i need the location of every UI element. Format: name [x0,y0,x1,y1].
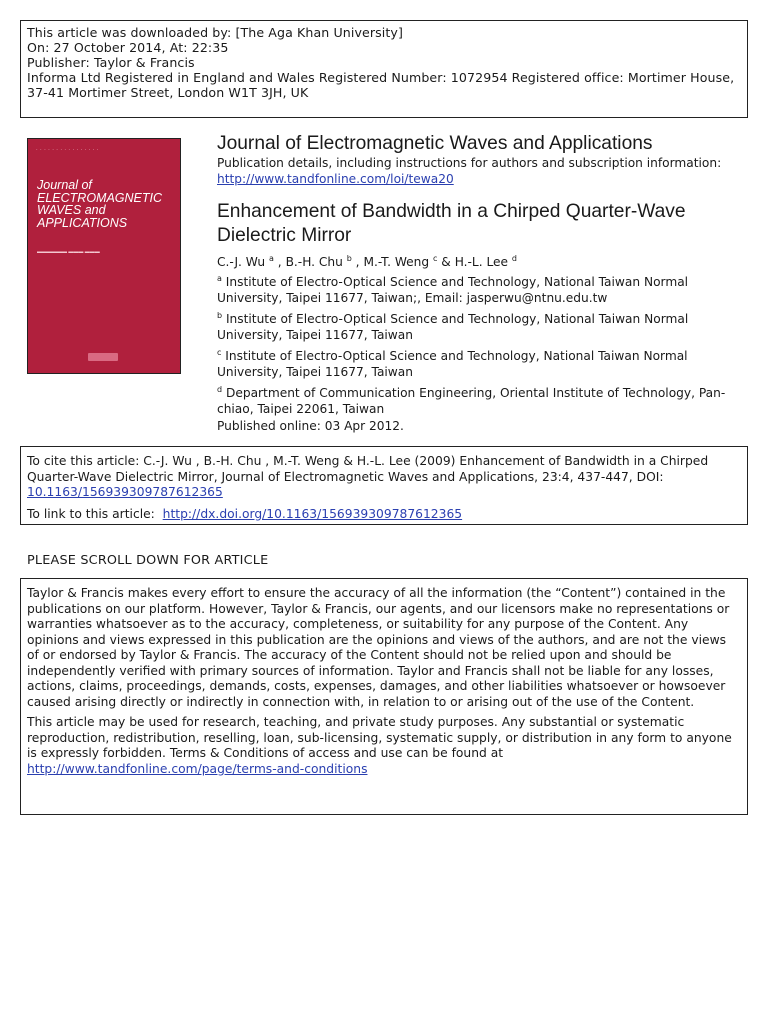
published-date: Published online: 03 Apr 2012. [217,419,404,434]
publisher: Publisher: Taylor & Francis [27,55,195,70]
author-name: B.-H. Chu [285,255,343,270]
journal-title: Journal of Electromagnetic Waves and Applications [217,133,653,154]
publication-details: Publication details, including instructions for authors and subscription information: [217,156,722,170]
link-label: To link to this article: [27,506,155,521]
author-name: H.-L. Lee [454,255,509,270]
article-doi-url-link[interactable]: http://dx.doi.org/10.1163/156939309787612365 [162,506,463,521]
cover-title: Journal of ELECTROMAGNETIC WAVES and APPLICATIONS [37,178,163,230]
registration-line-1: Informa Ltd Registered in England and Wales Registered Number: 1072954 Registered office: Mortimer House, [27,70,735,85]
downloaded-by: This article was downloaded by: [The Aga Khan University] [27,25,403,40]
affiliation: $^d$ Department of Communication Engineering, Oriental Institute of Technology, Pan-chiao, Taipei 22061, Taiwan [217,385,726,416]
author-list: C.-J. Wu $^a$ , B.-H. Chu $^b$ , M.-T. Weng $^c$ & H.-L. Lee $^d$ [217,254,517,270]
scroll-down-notice: PLEASE SCROLL DOWN FOR ARTICLE [27,553,269,568]
journal-url-link[interactable]: http://www.tandfonline.com/loi/tewa20 [217,171,454,186]
terms-link[interactable]: http://www.tandfonline.com/page/terms-and-conditions [27,761,368,776]
registration-line-2: 37-41 Mortimer Street, London W1T 3JH, UK [27,85,309,100]
affiliation: $^c$ Institute of Electro-Optical Science and Technology, National Taiwan Normal University, Taipei 11677, Taiwan [217,348,688,379]
download-info-box [20,20,748,118]
article-title: Enhancement of Bandwidth in a Chirped Quarter-Wave Dielectric Mirror [217,201,686,246]
citation-box [20,446,748,525]
affiliation: $^a$ Institute of Electro-Optical Science and Technology, National Taiwan Normal University, Taipei 11677, Taiwan;, Email: jasperwu@ntnu.edu.tw [217,274,689,305]
doi-link[interactable]: 10.1163/156939309787612365 [27,485,223,499]
citation-text: To cite this article: C.-J. Wu , B.-H. Chu , M.-T. Weng & H.-L. Lee (2009) Enhancement of Bandwidth in a Chirped Quarter-Wave Dielectric Mirror, Journal of Electromagnetic Waves and Applications, 23:4, 437-447, DOI: 10.1163/156939309787612365 [27,454,709,499]
disclaimer-box [20,578,748,815]
publisher-logo-icon [88,353,118,361]
usage-paragraph: This article may be used for research, teaching, and private study purposes. Any substantial or systematic reproduction, redistribution, reselling, loan, sub-licensing, systematic supply, or distribution in any form to anyone is expressly forbidden. Terms & Conditions of access and use can be found at http://www.tandfonline.com/page/terms-and-conditions [27,715,732,776]
affiliation: $^b$ Institute of Electro-Optical Science and Technology, National Taiwan Normal University, Taipei 11677, Taiwan [217,311,689,342]
journal-cover-image: · · · · · · · · · · · · · · · · Journal of ELECTROMAGNETIC WAVES and APPLICATIONS ▬▬▬▬▬▬ ▬▬▬ ▬▬▬ [27,138,181,374]
article-metadata [217,132,747,435]
author-name: M.-T. Weng [363,255,430,270]
download-date: On: 27 October 2014, At: 22:35 [27,40,229,55]
author-name: C.-J. Wu [217,255,266,270]
disclaimer-paragraph: Taylor & Francis makes every effort to ensure the accuracy of all the information (the “Content”) contained in the publications on our platform. However, Taylor & Francis, our agents, and our licensors make no representations or warranties whatsoever as to the accuracy, completeness, or suitability for any purpose of the Content. Any opinions and views expressed in this publication are the opinions and views of the authors, and are not the views of or endorsed by Taylor & Francis. The accuracy of the Content should not be relied upon and should be independently verified with primary sources of information. Taylor and Francis shall not be liable for any losses, actions, claims, proceedings, demands, costs, expenses, damages, and other liabilities whatsoever or howsoever caused arising directly or indirectly in connection with, in relation to or arising out of the use of the Content. [27,586,730,709]
